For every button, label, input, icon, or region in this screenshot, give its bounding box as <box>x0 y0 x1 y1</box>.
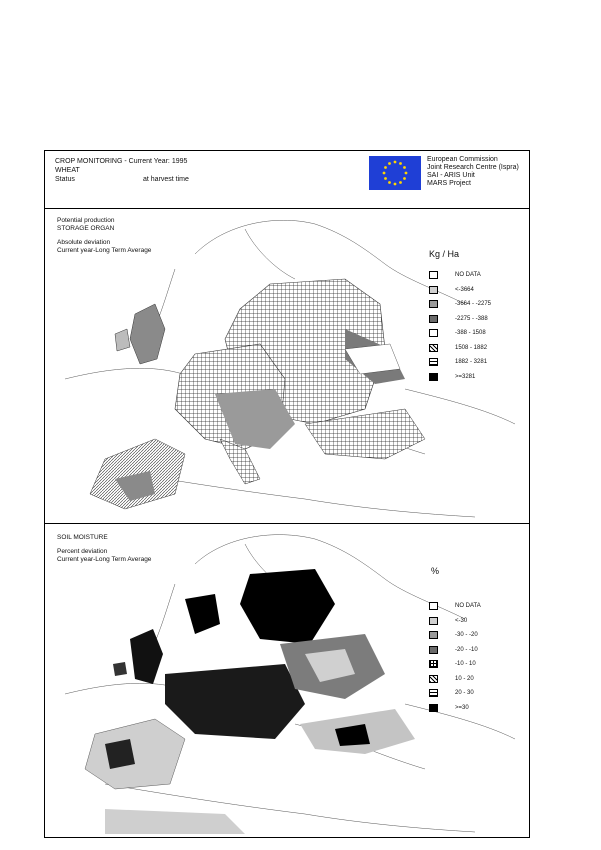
legend-label: NO DATA <box>455 272 481 278</box>
legend-item <box>429 602 529 611</box>
crop-name: WHEAT <box>55 167 80 174</box>
panel2-subtitle-line2: Current year-Long Term Average <box>57 556 152 563</box>
legend-label: -388 - 1508 <box>455 330 486 336</box>
legend-label: -20 - -10 <box>455 646 478 653</box>
legend-item <box>429 660 529 669</box>
eu-stars-icon <box>369 156 421 190</box>
legend-swatch <box>429 631 438 639</box>
map-sheet <box>44 150 530 838</box>
report-title: CROP MONITORING - Current Year: 1995 <box>55 158 188 165</box>
panel1-title-line1: Potential production <box>57 217 115 224</box>
iberia-dry-area <box>85 719 185 789</box>
legend-item <box>429 329 529 338</box>
legend-label: <-30 <box>455 617 468 624</box>
legend-label: -10 - 10 <box>455 661 476 667</box>
legend-swatch <box>429 675 438 683</box>
legend-swatch <box>429 358 438 366</box>
status-label: Status <box>55 176 75 183</box>
legend-swatch <box>429 286 438 294</box>
iberia-wet-patch <box>105 739 135 769</box>
legend-label: 10 - 20 <box>455 675 474 682</box>
central-europe-wet-area <box>165 664 305 739</box>
legend-swatch <box>429 300 438 308</box>
legend-label: 20 - 30 <box>455 690 474 696</box>
eu-flag-logo <box>369 156 421 190</box>
panel2-legend-title: % <box>431 566 440 576</box>
legend-item <box>429 689 529 698</box>
org-line-3: SAI - ARIS Unit <box>427 172 475 179</box>
legend-label: >=30 <box>455 704 469 711</box>
status-value: at harvest time <box>143 176 189 183</box>
org-line-2: Joint Research Centre (Ispra) <box>427 164 519 171</box>
legend-item <box>429 286 529 295</box>
legend-item <box>429 271 529 280</box>
north-africa-dry-area <box>105 809 245 834</box>
panel1-subtitle-line2: Current year-Long Term Average <box>57 247 152 254</box>
sheet-header <box>45 151 529 209</box>
ireland-region <box>115 329 130 351</box>
legend-swatch <box>429 660 438 668</box>
scandinavia-russia-wet-area <box>240 569 335 644</box>
legend-item <box>429 315 529 324</box>
legend-swatch <box>429 373 438 381</box>
legend-item <box>429 300 529 309</box>
panel1-subtitle-line1: Absolute deviation <box>57 239 111 246</box>
legend-item <box>429 344 529 353</box>
legend-item <box>429 617 529 626</box>
ireland-area <box>113 662 127 676</box>
production-map-panel <box>45 209 529 524</box>
org-line-1: European Commission <box>427 156 498 163</box>
legend-label: 1882 - 3281 <box>455 359 488 365</box>
legend-label: -2275 - -388 <box>455 315 488 322</box>
legend-swatch <box>429 329 438 337</box>
panel2-legend <box>429 566 529 711</box>
legend-label: 1508 - 1882 <box>455 344 488 351</box>
legend-swatch <box>429 689 438 697</box>
legend-swatch <box>429 617 438 625</box>
legend-item <box>429 704 529 713</box>
legend-swatch <box>429 602 438 610</box>
legend-label: -3664 - -2275 <box>455 301 492 307</box>
great-britain-wet-area <box>130 629 163 684</box>
legend-item <box>429 631 529 640</box>
legend-swatch <box>429 315 438 323</box>
legend-item <box>429 646 529 655</box>
panel1-legend-title: Kg / Ha <box>429 249 460 259</box>
legend-swatch <box>429 704 438 712</box>
legend-label: NO DATA <box>455 603 481 609</box>
org-line-4: MARS Project <box>427 180 471 187</box>
soil-moisture-map-panel <box>45 524 529 837</box>
norway-wet-area <box>185 594 220 634</box>
legend-swatch <box>429 271 438 279</box>
panel1-title-line2: STORAGE ORGAN <box>57 225 115 232</box>
legend-label: <-3664 <box>455 286 474 293</box>
legend-swatch <box>429 646 438 654</box>
legend-item <box>429 358 529 367</box>
legend-label: -30 - -20 <box>455 632 478 638</box>
panel1-legend <box>429 249 529 389</box>
panel2-title-line1: SOIL MOISTURE <box>57 534 108 541</box>
great-britain-region <box>130 304 165 364</box>
legend-item <box>429 373 529 382</box>
legend-label: >=3281 <box>455 373 476 380</box>
legend-swatch <box>429 344 438 352</box>
legend-item <box>429 675 529 684</box>
panel2-subtitle-line1: Percent deviation <box>57 548 108 555</box>
